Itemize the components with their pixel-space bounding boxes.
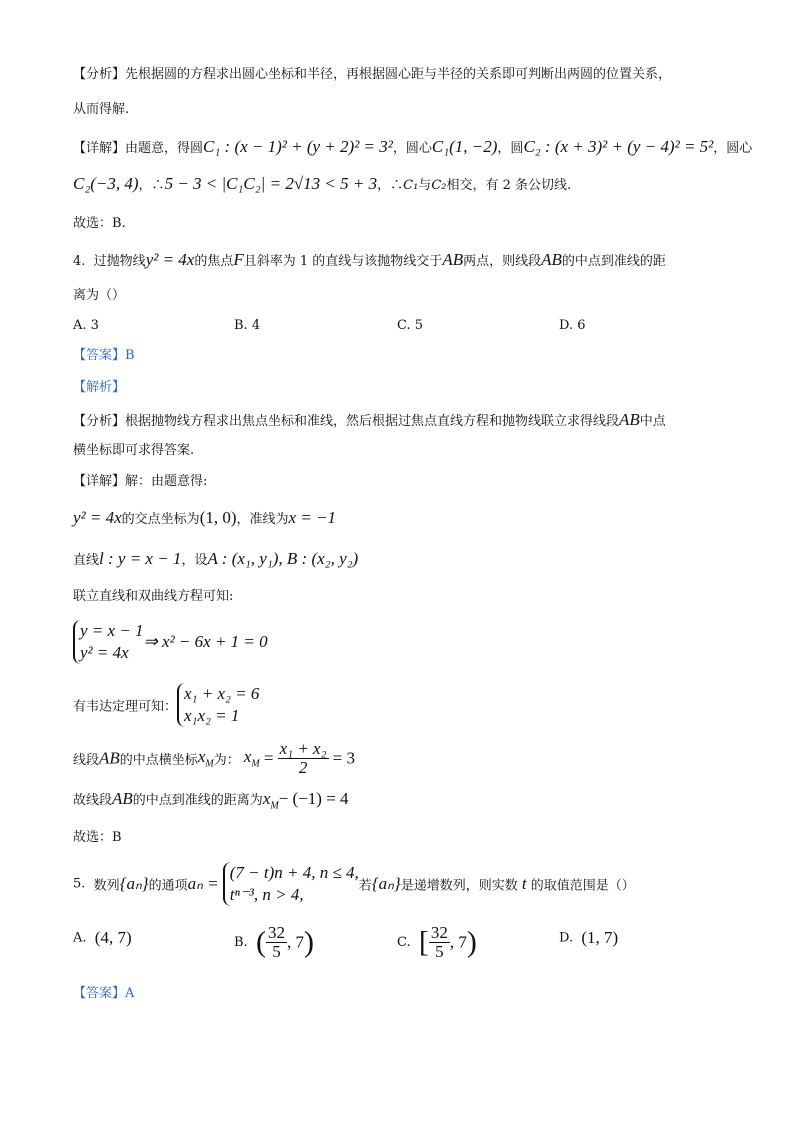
piecewise-row: tⁿ⁻³, n > 4, <box>229 885 304 904</box>
step-text: 直线 <box>73 553 100 568</box>
quadratic-result: ⇒ x² − 6x + 1 = 0 <box>143 632 268 651</box>
step-text: 有韦达定理可知： <box>73 699 178 715</box>
step-7 <box>73 789 349 816</box>
choice-line-q4 <box>73 828 122 848</box>
question-text: 两点，则线段 <box>463 254 542 269</box>
choice-text: 故选：B <box>73 830 122 845</box>
analysis-text: 横坐标即可求得答案. <box>73 443 195 458</box>
question-number: 4. <box>73 254 86 269</box>
fraction-numerator: x₁ + x₂ <box>279 739 327 758</box>
answer-5 <box>73 984 134 1004</box>
focus-symbol: F <box>233 250 244 269</box>
circle-c2-equation: C₂ : (x + 3)² + (y − 4)² = 5² <box>523 137 714 156</box>
detail-text: ，圆心 <box>392 141 432 156</box>
detail-text: ，∴ <box>138 178 165 193</box>
detail-line-2 <box>73 174 571 196</box>
option-label: D. <box>559 930 574 946</box>
question-text: 且斜率为 1 的直线与该抛物线交于 <box>243 254 443 269</box>
fraction-denominator: 5 <box>435 942 444 961</box>
fraction-numerator: 32 <box>267 923 285 942</box>
step-text: 故线段 <box>73 793 113 808</box>
system-row: x₁ + x₂ = 6 <box>184 684 260 703</box>
paren-close: ) <box>303 925 314 959</box>
midpoint-fraction <box>278 740 329 777</box>
step-text: 的中点到准线的距离为 <box>132 793 263 808</box>
distance-inequality: 5 − 3 < |C₁C₂| = 2√13 < 5 + 3 <box>164 174 378 193</box>
segment-ab: AB <box>619 410 640 429</box>
option-label: A. <box>73 930 87 946</box>
xm-sub: M <box>205 758 214 770</box>
answer-text: 【答案】B <box>73 348 135 363</box>
question-number: 5. <box>73 876 86 892</box>
analysis-text: 中点 <box>639 414 666 429</box>
circle-c1-equation: C₁ : (x − 1)² + (y + 2)² = 3² <box>203 137 393 156</box>
symbol-c2: C₂ <box>431 178 447 193</box>
option-text: D. 6 <box>559 318 586 333</box>
system-row: x₁x₂ = 1 <box>184 706 240 725</box>
q5-option-b <box>234 924 314 961</box>
option-text: A. 3 <box>73 318 99 333</box>
xm-sub: M <box>270 800 279 812</box>
choice-line-q3 <box>73 214 126 234</box>
detail-text: ，∴ <box>377 178 404 193</box>
fraction-numerator: 32 <box>430 923 448 942</box>
step-2 <box>73 549 358 571</box>
system-row: y² = 4x <box>80 643 129 662</box>
center-c2: C₂(−3, 4) <box>73 174 139 193</box>
option-text: B. 4 <box>234 318 261 333</box>
q4-option-a <box>73 316 99 336</box>
system-brace <box>177 683 259 727</box>
points-ab: A : (x₁, y₁), B : (x₂, y₂) <box>207 549 359 568</box>
system-1 <box>73 620 268 664</box>
question-text: 的焦点 <box>194 254 234 269</box>
system-brace <box>73 620 144 664</box>
option-fraction <box>266 924 287 961</box>
paren-close: ) <box>466 925 477 959</box>
step-text: 联立直线和双曲线方程可知: <box>73 589 234 604</box>
option-tail: , 7 <box>449 932 467 952</box>
symbol-c1: C₁ <box>403 178 419 193</box>
question-text: 的取值范围是（） <box>530 878 635 894</box>
step-text: 为： <box>213 753 240 768</box>
directrix: x = −1 <box>288 508 337 527</box>
focus-point: (1, 0) <box>199 508 237 527</box>
question-4-line-1 <box>73 250 666 272</box>
question-text: 过抛物线 <box>93 254 146 269</box>
analysis-line-1 <box>73 65 671 85</box>
detail-text: ，圆心 <box>713 141 753 156</box>
detail-text: 与 <box>418 178 432 193</box>
analysis-tag: 【解析】 <box>73 380 126 395</box>
step-text: 线段 <box>73 753 100 768</box>
step-text: 的中点横坐标 <box>119 753 198 768</box>
detail-text: ，圆 <box>497 141 524 156</box>
question-text: 的中点到准线的距 <box>561 254 666 269</box>
option-fraction <box>429 924 450 961</box>
xm-base: x <box>243 747 252 767</box>
general-term: aₙ = <box>187 874 219 893</box>
choice-text: 故选：B. <box>73 216 126 231</box>
question-text: 离为（） <box>73 288 126 303</box>
step-1 <box>73 508 336 530</box>
xm-sub: M <box>251 758 260 770</box>
answer-text: 【答案】A <box>73 986 135 1001</box>
piecewise-row: (7 − t)n + 4, n ≤ 4, <box>229 863 359 882</box>
analysis-4-line-2 <box>73 441 194 461</box>
xm-symbol <box>197 747 214 770</box>
step-6 <box>73 740 355 777</box>
q4-option-c <box>397 316 423 336</box>
detail-tag: 【详解】 <box>73 474 126 489</box>
option-label: C. <box>397 935 411 950</box>
q5-option-c <box>397 924 477 961</box>
q4-option-d <box>559 316 586 336</box>
step-text: ，准线为 <box>236 512 289 527</box>
center-c1: C₁(1, −2) <box>431 137 498 156</box>
xm-symbol <box>243 747 260 770</box>
segment-ab: AB <box>442 250 464 269</box>
question-text: 的通项 <box>148 878 188 894</box>
question-5 <box>73 862 635 906</box>
step-3 <box>73 587 233 607</box>
detail-line-1 <box>73 137 752 159</box>
system-row: y = x − 1 <box>80 621 144 640</box>
analysis-text: 【分析】先根据圆的方程求出圆心坐标和半径，再根据圆心距与半径的关系即可判断出两圆的位置关系， <box>73 67 672 82</box>
q4-option-b <box>234 316 260 336</box>
step-text: 的交点坐标为 <box>121 512 200 527</box>
detail-text: 由题意，得圆 <box>125 141 204 156</box>
analysis-4-line-1 <box>73 410 666 432</box>
equals: = <box>263 748 274 768</box>
variable-t: t <box>521 874 527 893</box>
question-text: 数列 <box>93 878 120 894</box>
segment-ab: AB <box>112 789 133 808</box>
step-text: ，设 <box>181 553 208 568</box>
analysis-text: 【分析】根据抛物线方程求出焦点坐标和准线，然后根据过焦点直线方程和抛物线联立求得线段 <box>73 414 620 429</box>
detail-text: 解：由题意得: <box>125 474 208 489</box>
detail-tag: 【详解】 <box>73 141 126 156</box>
analysis-text-cont: 从而得解. <box>73 102 130 117</box>
option-text: C. 5 <box>397 318 424 333</box>
question-text: 若 <box>358 878 372 894</box>
analysis-tag-4 <box>73 378 125 398</box>
bracket-open: [ <box>418 925 429 959</box>
option-value: (4, 7) <box>94 928 132 947</box>
step-5 <box>73 683 259 727</box>
parabola-equation: y² = 4x <box>73 508 122 527</box>
option-value: (1, 7) <box>581 928 619 947</box>
distance-result: − (−1) = 4 <box>278 789 349 808</box>
question-text: 是递增数列，则实数 <box>400 878 518 894</box>
fraction-denominator: 2 <box>298 758 308 777</box>
answer-4 <box>73 346 135 366</box>
paren-open: ( <box>255 925 266 959</box>
parabola-equation: y² = 4x <box>145 250 195 269</box>
option-label: B. <box>234 935 248 950</box>
analysis-line-2 <box>73 100 129 120</box>
sequence-symbol: {aₙ} <box>119 874 149 893</box>
midpoint-result: = 3 <box>332 748 355 768</box>
xm-symbol <box>262 789 279 812</box>
fraction-denominator: 5 <box>272 942 281 961</box>
segment-ab: AB <box>99 748 120 768</box>
detail-4-line-1 <box>73 472 207 492</box>
option-tail: , 7 <box>286 932 304 952</box>
question-4-line-2 <box>73 286 125 306</box>
q5-option-a <box>73 928 132 948</box>
segment-ab: AB <box>541 250 562 269</box>
q5-option-d <box>559 928 618 948</box>
piecewise-brace <box>223 862 359 906</box>
detail-text: 相交，有 2 条公切线. <box>446 178 572 193</box>
line-equation: l : y = x − 1 <box>99 549 182 568</box>
xm-base: x <box>262 789 271 808</box>
xm-base: x <box>197 747 206 767</box>
sequence-symbol: {aₙ} <box>371 874 401 893</box>
